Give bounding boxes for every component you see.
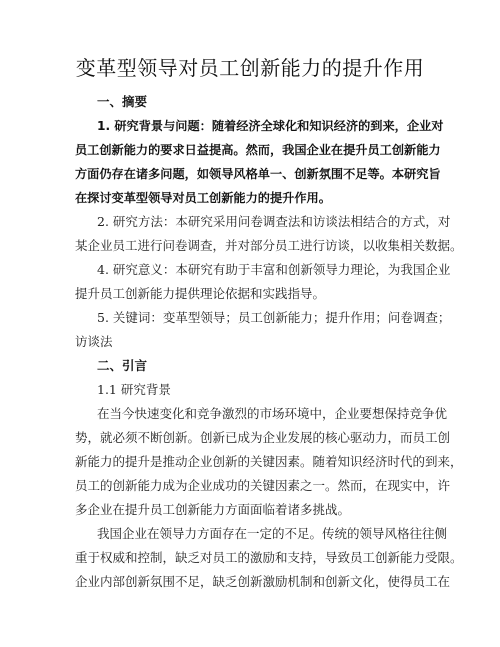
background-para2-line-1: 我国企业在领导力方面存在一定的不足。传统的领导风格往往侧 (97, 526, 448, 541)
abstract-background-line-3: 方面仍存在诸多问题，如领导风格单一、创新氛围不足等。本研究旨 (75, 167, 441, 181)
abstract-keywords-line-2: 访谈法 (75, 334, 113, 349)
abstract-background-line-2: 员工创新能力的要求日益提高。然而，我国企业在提升员工创新能力 (75, 143, 441, 157)
abstract-method-line-2: 某企业员工进行问卷调查，并对部分员工进行访谈，以收集相关数据。 (75, 238, 463, 253)
background-para2-line-3: 企业内部创新氛围不足，缺乏创新激励机制和创新文化，使得员工在 (75, 574, 451, 589)
subsection-heading-background: 1.1 研究背景 (97, 382, 171, 397)
section-heading-introduction: 二、引言 (97, 358, 148, 373)
background-para1-line-3: 新能力的提升是推动企业创新的关键因素。随着知识经济时代的到来， (75, 454, 463, 469)
background-para1-line-4: 员工的创新能力成为企业成功的关键因素之一。然而，在现实中，许 (75, 478, 451, 493)
abstract-background-line-4: 在探讨变革型领导对员工创新能力的提升作用。 (75, 191, 331, 205)
abstract-significance-line-1: 4. 研究意义：本研究有助于丰富和创新领导力理论，为我国企业 (97, 262, 451, 277)
abstract-background-line-1: 1. 研究背景与问题：随着经济全球化和知识经济的到来，企业对 (97, 119, 444, 133)
background-para1-line-1: 在当今快速变化和竞争激烈的市场环境中，企业要想保持竞争优 (97, 406, 448, 421)
abstract-method-line-1: 2. 研究方法：本研究采用问卷调查法和访谈法相结合的方式，对 (97, 214, 451, 229)
abstract-keywords-line-1: 5. 关键词：变革型领导；员工创新能力；提升作用；问卷调查； (97, 310, 451, 325)
section-heading-abstract: 一、摘要 (97, 94, 148, 109)
background-para1-line-5: 多企业在提升员工创新能力方面面临着诸多挑战。 (75, 502, 351, 517)
background-para2-line-2: 重于权威和控制，缺乏对员工的激励和支持，导致员工创新能力受限。 (75, 550, 463, 565)
background-para1-line-2: 势，就必须不断创新。创新已成为企业发展的核心驱动力，而员工创 (75, 430, 451, 445)
document-title: 变革型领导对员工创新能力的提升作用 (75, 56, 425, 80)
abstract-significance-line-2: 提升员工创新能力提供理论依据和实践指导。 (75, 286, 326, 301)
